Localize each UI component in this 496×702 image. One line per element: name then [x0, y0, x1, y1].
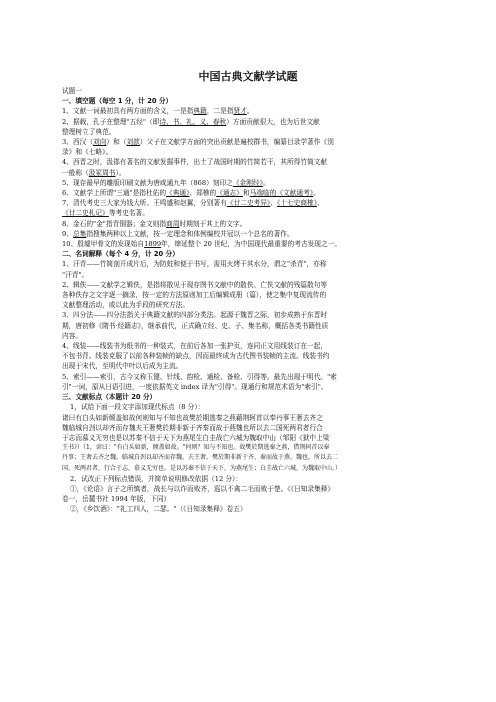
question-3-cont: 录》和《七略》。 — [62, 148, 113, 157]
punct-q2-item-1-cont: 卷一，岳麓书社 1994 年版，下同） — [62, 495, 171, 504]
question-4: 4、西晋之时，汲郡有著名的文献发掘事件，出土了战国时期的竹简若干，其所得竹简文献 — [62, 158, 328, 167]
term-4: 4、线装——线装书为纸书的一种装式，在前后各加一张护页，连同正文用线装订在一起， — [62, 342, 328, 351]
exam-label: 试题一 — [62, 87, 83, 95]
doc-body — [62, 86, 440, 515]
punct-q2-item-2: ②，《乡饮酒》："礼工四人，二瑟。"（《日知录集释》卷五） — [70, 505, 247, 514]
term-1-cont: "汗青"。 — [62, 270, 89, 279]
section-fill-blank-heading: 一、填空题（每空 1 分，计 20 分） — [62, 97, 173, 106]
punct-q1-text-1: 诸曰有白头如新倾盖如故何则知与不知也故樊於期逃秦之燕藉荆轲首以奉丹事王奢去齐之 — [62, 413, 323, 422]
term-1: 1、汗青——竹简剖开成片后，为防蛀和便于书写，需用火烤干其水分，谓之"杀青"，亦称 — [62, 260, 327, 269]
question-1: 1、文献一词最初具有两方面的含义，一是指典籍，二是指贤才。 — [62, 107, 254, 116]
term-4-cont: 不包书背。线装克服了以前各种装帧的缺点，因而最终成为古代图书装帧的主流。线装书约 — [62, 352, 330, 361]
punct-q1-text-3: 于志而慕义无穷也是以苏秦不信于天下为燕尾生白圭战亡六城为魏取中山（邹阳《狱中上梁 — [62, 433, 330, 442]
question-10: 10、殷墟甲骨文的发现始自1899年，缔延整个 20 世纪，为中国现代最重要的考古发现之一。 — [62, 240, 342, 249]
question-5: 5、现存最早的雕版印刷文献为唐咸通九年（868）刻印之《金刚经》。 — [62, 178, 270, 187]
term-2-cont: 各种佚存之文字逐一摘录，按一定的方法原则加工后编辑成册（篇），使之集中复现流传的 — [62, 291, 327, 300]
punct-q1-head: 1，试给下面一段文字添加现代标点（8 分）： — [70, 403, 205, 412]
punct-q1-answer-1: 王书》）（1，谚曰："有白头如新，倾盖如故。"何则？知与不知也。故樊於期逃秦之燕，借荆轲首以奉 — [62, 444, 330, 452]
question-7: 7、清代考史三大家为钱大昕、王鸣盛和赵翼，分别著有《廿二史考异》、《十七史商榷》、 — [62, 199, 324, 208]
question-3: 3、西汉（刘向）和（刘歆）父子在文献学方面的突出贡献是遍校群书，编纂目录学著作《别 — [62, 138, 334, 147]
term-3-cont: 期，唐初修《隋书·经籍志》，继承前代，正式确立经、史、子、集名称，概括各类书籍性质 — [62, 321, 329, 330]
punct-q2-item-1: ①，《论语》言子之所慎者，战长与以诈而败齐，巡以不禽二毛而败于楚。《《日知录集释》 — [70, 484, 335, 493]
term-5: 5、索引——索引，古今又称玉键、针线、韵检、通检、备检、引得等。最先出现于明代。"索 — [62, 372, 337, 381]
section-terms-heading: 二、名词解释（每个 4 分，计 20 分） — [62, 250, 179, 259]
question-9: 9、总集指搜集两种以上文献，按一定理念和体例编校并冠以一个总名的著作。 — [62, 229, 294, 238]
question-2: 2、据载，孔子在整理"五经"（即诗、书、礼、义、春秋）方面贡献很大，也为后世文献 — [62, 117, 320, 126]
term-4-cont2: 出现于宋代，至明代中叶以后成为主流。 — [62, 362, 183, 371]
question-8: 8、金石的"金"指青铜器；金文则指商周时期刻于其上的文字。 — [62, 219, 247, 228]
punct-q2-head: 2、试改正下列标点错误，并简单说明修改依据（12 分）： — [70, 474, 243, 483]
term-5-cont: 引"一词，原从日语引进，一度依据英文 index 译为"引得"。现通行和规范术语为"索引"。 — [62, 382, 328, 391]
question-4-cont: 一般称（汲冢周书）。 — [62, 168, 126, 177]
term-2: 2、辑佚——文献学之辑佚，是指将散见于现存图书文献中的散佚、亡佚文献的残篇散句等 — [62, 280, 328, 289]
question-7-cont: 《廿二史札记》等考史名著。 — [62, 209, 149, 218]
term-3: 3、四分法——四分法指关于典籍文献的四部分类法。起源于魏晋之际，初步成熟于东晋时 — [62, 311, 328, 320]
punct-q1-answer-2: 丹事；王奢去齐之魏，临城自刭以却齐而存魏。夫王奢、樊於期非新于齐、秦而故于燕、魏也，所以去二 — [62, 454, 339, 462]
question-6: 6、文献学上所谓"三通"是指杜佑的《典通》、郑樵的《通志》和马端临的《文献通考》。 — [62, 189, 320, 198]
section-punctuation-heading: 三、文献标点（本题计 20 分） — [62, 393, 157, 402]
punct-q1-text-2: 魏临城自刭以却齐而存魏夫王奢樊於期非新于齐秦而故于燕魏也所以去二国死两君者行合 — [62, 423, 323, 432]
term-3-cont2: 内容。 — [62, 331, 83, 340]
punct-q1-answer-3: 国、死两君者，行合于志，慕义无穷也。是以苏秦不信于天下，为燕尾生；白圭战亡六城，为魏取中山。） — [62, 464, 342, 472]
question-2-cont: 整理树立了典范。 — [62, 127, 116, 136]
term-2-cont2: 文献整理活动，或以此为手段的研究方法。 — [62, 301, 190, 310]
doc-title: 中国古典文献学试题 — [198, 70, 298, 83]
